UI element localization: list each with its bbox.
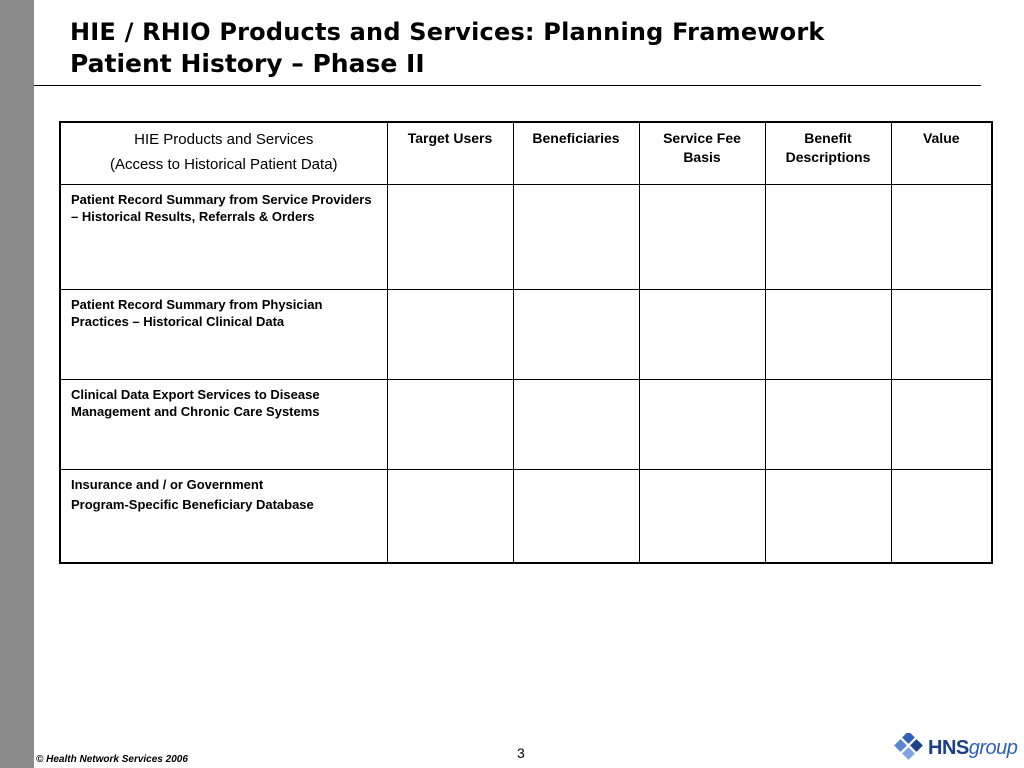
table-cell [765,289,891,379]
copyright-notice: © Health Network Services 2006 [36,754,188,765]
table-cell [387,379,513,469]
header-products-line-2: (Access to Historical Patient Data) [109,156,338,173]
hns-group-logo [892,730,1017,766]
row-label-line-2: Program-Specific Beneficiary Database [71,496,314,512]
table-cell [891,469,992,563]
title-line-1: HIE / RHIO Products and Services: Planning Framework [70,18,825,46]
table-cell [513,184,639,289]
table-cell [513,469,639,563]
header-beneficiaries: Beneficiaries [513,122,639,184]
page-number: 3 [517,745,525,761]
row-label-line-1: Insurance and / or Government [71,476,264,492]
table-cell [891,184,992,289]
table-cell [765,469,891,563]
row-label: Patient Record Summary from Physician Practices – Historical Clinical Data [60,289,387,379]
table-cell [387,184,513,289]
table-cell [765,184,891,289]
row-label: Clinical Data Export Services to Disease Management and Chronic Care Systems [60,379,387,469]
header-service-fee-basis: Service Fee Basis [639,122,765,184]
row-label [60,469,387,563]
table-header-row [60,122,992,184]
logo-wordmark [928,737,1017,760]
planning-framework-table [59,121,993,564]
table-row [60,289,992,379]
table-row [60,379,992,469]
logo-sub-text: group [968,736,1018,759]
header-target-users: Target Users [387,122,513,184]
title-divider [34,85,981,86]
table-cell [765,379,891,469]
table-row [60,184,992,289]
hns-diamond-logo-icon [892,733,926,763]
table-cell [891,379,992,469]
header-value: Value [891,122,992,184]
logo-main-text: HNS [928,736,969,759]
table-cell [387,469,513,563]
side-bar [0,0,34,768]
table-cell [639,184,765,289]
table-cell [639,469,765,563]
header-products-services [60,122,387,184]
table-cell [513,379,639,469]
slide-title [70,16,825,80]
header-benefit-descriptions: Benefit Descriptions [765,122,891,184]
table-row [60,469,992,563]
title-line-2: Patient History – Phase II [70,49,425,78]
table-cell [387,289,513,379]
table-cell [891,289,992,379]
header-products-line-1: HIE Products and Services [134,131,314,148]
table-cell [639,379,765,469]
row-label: Patient Record Summary from Service Providers – Historical Results, Referrals & Orders [60,184,387,289]
table-cell [513,289,639,379]
table-cell [639,289,765,379]
